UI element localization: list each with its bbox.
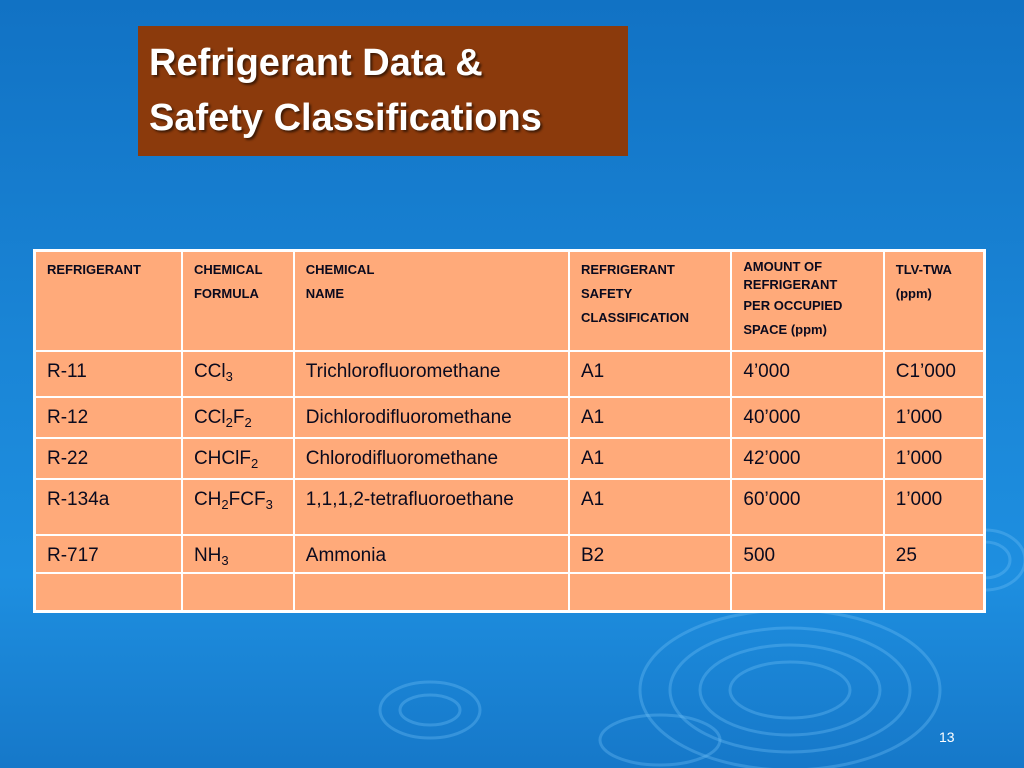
cell-amount <box>731 573 883 612</box>
cell-tlv: 1’000 <box>884 438 985 479</box>
cell-name <box>294 573 569 612</box>
cell-classification: A1 <box>569 479 731 535</box>
cell-formula: CHClF$_2$ <box>182 438 294 479</box>
table-row <box>35 397 985 438</box>
cell-refrigerant <box>35 573 182 612</box>
cell-name: Chlorodifluoromethane <box>294 438 569 479</box>
cell-classification: A1 <box>569 438 731 479</box>
cell-amount: 40’000 <box>731 397 883 438</box>
header-refrigerant: REFRIGERANT <box>35 251 182 352</box>
table-row <box>35 573 985 612</box>
slide-title-line-1: Refrigerant Data & <box>149 42 483 84</box>
table-row <box>35 351 985 397</box>
cell-tlv: 1’000 <box>884 397 985 438</box>
cell-tlv <box>884 573 985 612</box>
cell-tlv: C1’000 <box>884 351 985 397</box>
cell-formula: $NH_3$ <box>182 535 294 573</box>
cell-classification: A1 <box>569 351 731 397</box>
cell-amount: 500 <box>731 535 883 573</box>
cell-name: Dichlorodifluoromethane <box>294 397 569 438</box>
cell-amount: 60’000 <box>731 479 883 535</box>
cell-refrigerant: R-717 <box>35 535 182 573</box>
cell-name: Ammonia <box>294 535 569 573</box>
cell-refrigerant: R-134a <box>35 479 182 535</box>
cell-tlv: 25 <box>884 535 985 573</box>
cell-amount: 4’000 <box>731 351 883 397</box>
table-header-row <box>35 251 985 352</box>
page-number: 13 <box>939 729 955 745</box>
table-row <box>35 479 985 535</box>
cell-formula: CCl$_3$ <box>182 351 294 397</box>
cell-name: 1,1,1,2-tetrafluoroethane <box>294 479 569 535</box>
cell-formula: $CH_2FCF_3$ <box>182 479 294 535</box>
header-chemical-formula: CHEMICAL FORMULA <box>182 251 294 352</box>
refrigerant-data-table <box>33 249 986 613</box>
cell-classification: A1 <box>569 397 731 438</box>
cell-formula <box>182 573 294 612</box>
cell-tlv: 1’000 <box>884 479 985 535</box>
slide-title-line-2: Safety Classifications <box>149 97 542 139</box>
header-tlv-twa: TLV-TWA (ppm) <box>884 251 985 352</box>
cell-classification <box>569 573 731 612</box>
cell-refrigerant: R-22 <box>35 438 182 479</box>
cell-amount: 42’000 <box>731 438 883 479</box>
header-amount-per-space: AMOUNT OF REFRIGERANT PER OCCUPIED SPACE (ppm) <box>731 251 883 352</box>
cell-classification: B2 <box>569 535 731 573</box>
header-chemical-name: CHEMICAL NAME <box>294 251 569 352</box>
table-row <box>35 535 985 573</box>
cell-name: Trichlorofluoromethane <box>294 351 569 397</box>
cell-formula: $CCl_2F_2$ <box>182 397 294 438</box>
header-safety-classification: REFRIGERANT SAFETY CLASSIFICATION <box>569 251 731 352</box>
title-box <box>138 26 628 156</box>
table-row <box>35 438 985 479</box>
cell-refrigerant: R-11 <box>35 351 182 397</box>
cell-refrigerant: R-12 <box>35 397 182 438</box>
